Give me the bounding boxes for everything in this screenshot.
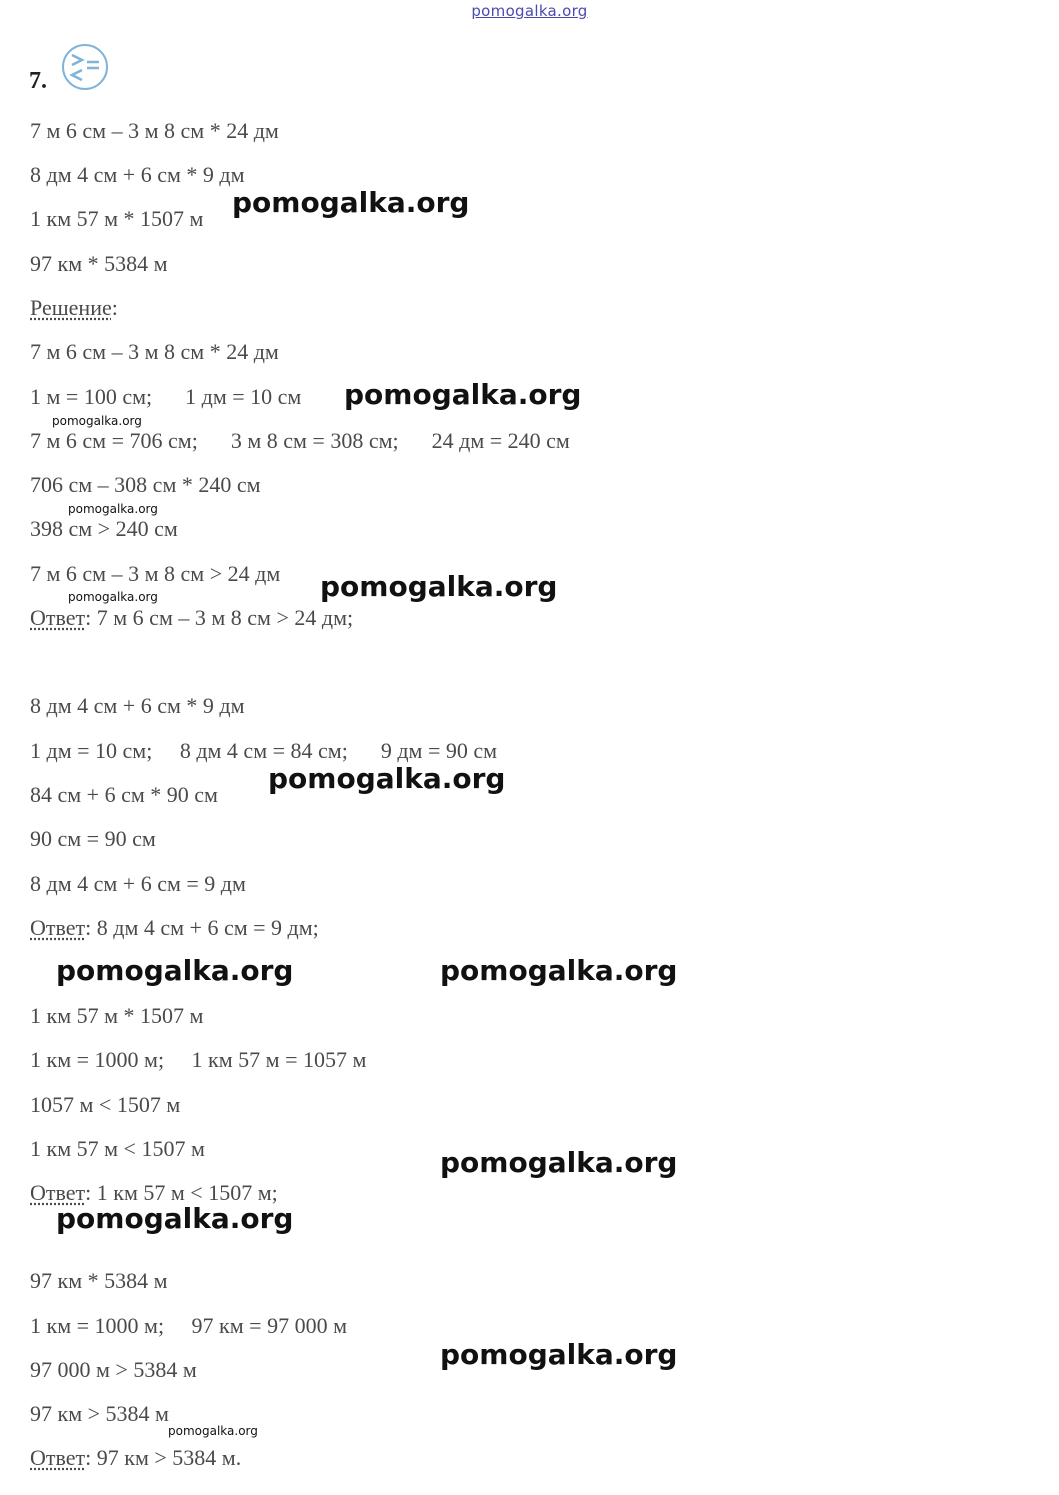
part1-line-6: 7 м 6 см – 3 м 8 см > 24 дм <box>30 561 281 586</box>
part2-answer: Ответ: 8 дм 4 см + 6 см = 9 дм; <box>30 915 319 940</box>
watermark: pomogalka.org <box>56 1202 294 1235</box>
problem-line-2: 8 дм 4 см + 6 см * 9 дм <box>30 162 245 187</box>
part3-line-2: 1 км = 1000 м; 1 км 57 м = 1057 м <box>30 1047 367 1072</box>
watermark: pomogalka.org <box>344 378 582 411</box>
answer-label: Ответ <box>30 1180 86 1205</box>
answer-label: Ответ <box>30 915 86 940</box>
answer-label: Ответ <box>30 1445 86 1470</box>
problem-line-1: 7 м 6 см – 3 м 8 см * 24 дм <box>30 118 279 143</box>
watermark: pomogalka.org <box>440 954 678 987</box>
part4-answer: Ответ: 97 км > 5384 м. <box>30 1445 242 1470</box>
part1-line-4: 706 см – 308 см * 240 см <box>30 472 261 497</box>
problem-line-3: 1 км 57 м * 1507 м <box>30 206 204 231</box>
site-url-header[interactable]: pomogalka.org <box>471 2 588 20</box>
part1-line-3: 7 м 6 см = 706 см; 3 м 8 см = 308 см; 24 дм = 240 см <box>30 428 570 453</box>
task-number: 7. <box>29 68 47 94</box>
watermark-small: pomogalka.org <box>52 414 142 428</box>
watermark: pomogalka.org <box>320 570 558 603</box>
watermark-small: pomogalka.org <box>168 1424 258 1438</box>
solution-label: Решение <box>30 295 112 320</box>
watermark: pomogalka.org <box>232 186 470 219</box>
part3-line-3: 1057 м < 1507 м <box>30 1092 181 1117</box>
part2-line-2: 1 дм = 10 см; 8 дм 4 см = 84 см; 9 дм = 90 см <box>30 738 498 763</box>
part3-answer: Ответ: 1 км 57 м < 1507 м; <box>30 1180 278 1205</box>
part1-answer: Ответ: 7 м 6 см – 3 м 8 см > 24 дм; <box>30 605 354 630</box>
part4-line-1: 97 км * 5384 м <box>30 1268 168 1293</box>
watermark: pomogalka.org <box>268 762 506 795</box>
part2-line-4: 90 см = 90 см <box>30 826 156 851</box>
compare-signs-icon <box>60 42 110 92</box>
solution-heading: Решение: <box>30 295 118 320</box>
part2-line-3: 84 см + 6 см * 90 см <box>30 782 218 807</box>
part4-line-4: 97 км > 5384 м <box>30 1401 169 1426</box>
part3-line-4: 1 км 57 м < 1507 м <box>30 1136 205 1161</box>
part1-line-5: 398 см > 240 см <box>30 516 178 541</box>
watermark-small: pomogalka.org <box>68 590 158 604</box>
part4-line-2: 1 км = 1000 м; 97 км = 97 000 м <box>30 1313 347 1338</box>
part1-line-1: 7 м 6 см – 3 м 8 см * 24 дм <box>30 339 279 364</box>
watermark-small: pomogalka.org <box>68 502 158 516</box>
part3-line-1: 1 км 57 м * 1507 м <box>30 1003 204 1028</box>
watermark: pomogalka.org <box>440 1146 678 1179</box>
watermark: pomogalka.org <box>440 1338 678 1371</box>
part2-line-1: 8 дм 4 см + 6 см * 9 дм <box>30 693 245 718</box>
part4-line-3: 97 000 м > 5384 м <box>30 1357 197 1382</box>
part1-line-2: 1 м = 100 см; 1 дм = 10 см <box>30 384 302 409</box>
watermark: pomogalka.org <box>56 954 294 987</box>
problem-line-4: 97 км * 5384 м <box>30 251 168 276</box>
part2-line-5: 8 дм 4 см + 6 см = 9 дм <box>30 871 246 896</box>
answer-label: Ответ <box>30 605 86 630</box>
